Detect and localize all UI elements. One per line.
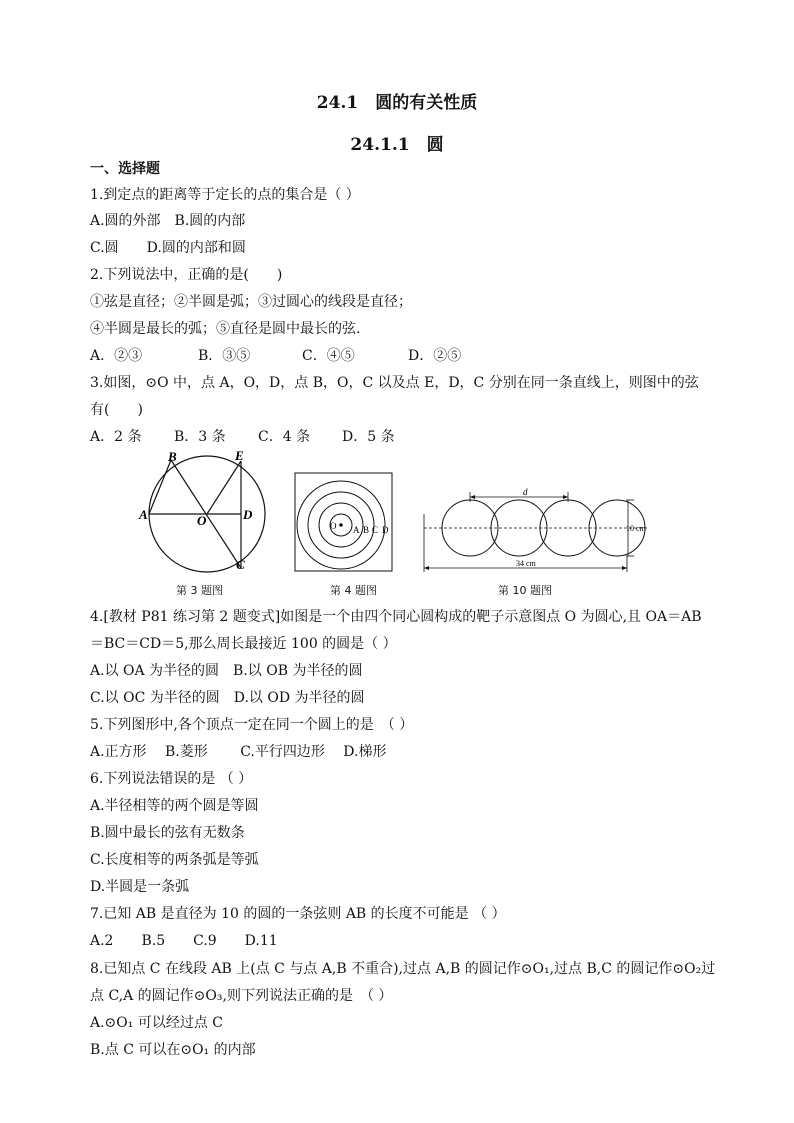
question-7: 7.已知 AB 是直径为 10 的圆的一条弦则 AB 的长度不可能是 （ ） xyxy=(90,906,506,922)
question-6-option-d: D.半圆是一条弧 xyxy=(90,879,190,895)
label-c: C xyxy=(372,525,379,535)
option-c: C．4 条 xyxy=(258,429,311,445)
question-8-option-a: A.⊙O₁ 可以经过点 C xyxy=(90,1015,223,1031)
question-1-options-cd: C.圆 D.圆的内部和圆 xyxy=(90,240,246,256)
question-2-statements-1: ①弦是直径；②半圆是弧；③过圆心的线段是直径； xyxy=(90,294,412,310)
figure-10-caption: 第 10 题图 xyxy=(498,584,552,597)
question-1-options-ab: A.圆的外部 B.圆的内部 xyxy=(90,213,246,229)
question-6-option-c: C.长度相等的两条弧是等弧 xyxy=(90,852,259,868)
label-b: B xyxy=(168,449,177,464)
question-5: 5.下列图形中,各个顶点一定在同一个圆上的是 （ ） xyxy=(90,717,414,733)
label-d: D xyxy=(382,525,389,535)
question-8-cont: 点 C,A 的圆记作⊙O₃,则下列说法正确的是 （ ） xyxy=(90,988,393,1004)
label-c: C xyxy=(236,557,245,572)
question-3-cont: 有( ) xyxy=(90,402,143,418)
label-d: d xyxy=(523,487,528,497)
question-4: 4.[教材 P81 练习第 2 题变式]如图是一个由四个同心圆构成的靶子示意图点 O 为圆心,且 OA＝AB xyxy=(90,609,702,625)
page-subtitle: 24.1.1 圆 xyxy=(350,135,444,155)
question-8-option-b: B.点 C 可以在⊙O₁ 的内部 xyxy=(90,1042,256,1058)
option-b: B．3 条 xyxy=(174,429,226,445)
question-1: 1.到定点的距离等于定长的点的集合是（ ） xyxy=(90,187,360,203)
question-7-options: A.2 B.5 C.9 D.11 xyxy=(90,933,278,949)
label-a: A xyxy=(353,525,360,535)
option-d: D．5 条 xyxy=(342,429,395,445)
question-2-statements-2: ④半圆是最长的弧；⑤直径是圆中最长的弦. xyxy=(90,321,361,337)
question-3-options xyxy=(90,428,395,446)
label-e: E xyxy=(235,448,244,463)
question-8: 8.已知点 C 在线段 AB 上(点 C 与点 A,B 不重合),过点 A,B 的圆记作⊙O₁,过点 B,C 的圆记作⊙O₂过 xyxy=(90,961,716,977)
question-6: 6.下列说法错误的是 （ ） xyxy=(90,771,253,787)
option-a: A．②③ xyxy=(90,348,143,364)
option-d: D．②⑤ xyxy=(408,348,462,364)
figure-3-diagram xyxy=(135,448,275,574)
question-4-options-cd: C.以 OC 为半径的圆 D.以 OD 为半径的圆 xyxy=(90,690,365,706)
page-title: 24.1 圆的有关性质 xyxy=(316,93,478,113)
question-4-cont: ＝BC＝CD＝5,那么周长最接近 100 的圆是（ ） xyxy=(90,636,397,652)
label-a: A xyxy=(139,507,148,522)
question-3: 3.如图，⊙O 中，点 A，O，D，点 B，O，C 以及点 E，D，C 分别在同一条直线上，则图中的弦 xyxy=(90,375,699,391)
label-o: O xyxy=(330,521,337,531)
question-6-option-a: A.半径相等的两个圆是等圆 xyxy=(90,798,259,814)
question-2: 2.下列说法中，正确的是( ) xyxy=(90,267,283,283)
label-o: O xyxy=(197,513,207,528)
figure-4-caption: 第 4 题图 xyxy=(330,584,377,597)
option-a: A．2 条 xyxy=(90,429,142,445)
question-6-option-b: B.圆中最长的弦有无数条 xyxy=(90,825,245,841)
label-b: B xyxy=(363,525,370,535)
question-4-options-ab: A.以 OA 为半径的圆 B.以 OB 为半径的圆 xyxy=(90,663,363,679)
figure-4-diagram xyxy=(292,470,395,575)
label-width: 34 cm xyxy=(516,559,536,568)
figure-10-diagram xyxy=(418,486,658,580)
figure-3-caption: 第 3 题图 xyxy=(176,584,223,597)
label-d: D xyxy=(243,507,253,522)
question-5-options: A.正方形 B.菱形 C.平行四边形 D.梯形 xyxy=(90,744,387,760)
section-heading: 一、选择题 xyxy=(90,161,160,177)
question-2-options xyxy=(90,347,461,365)
label-height: 10 cm xyxy=(626,524,646,533)
option-b: B．③⑤ xyxy=(198,348,251,364)
option-c: C．④⑤ xyxy=(302,348,355,364)
